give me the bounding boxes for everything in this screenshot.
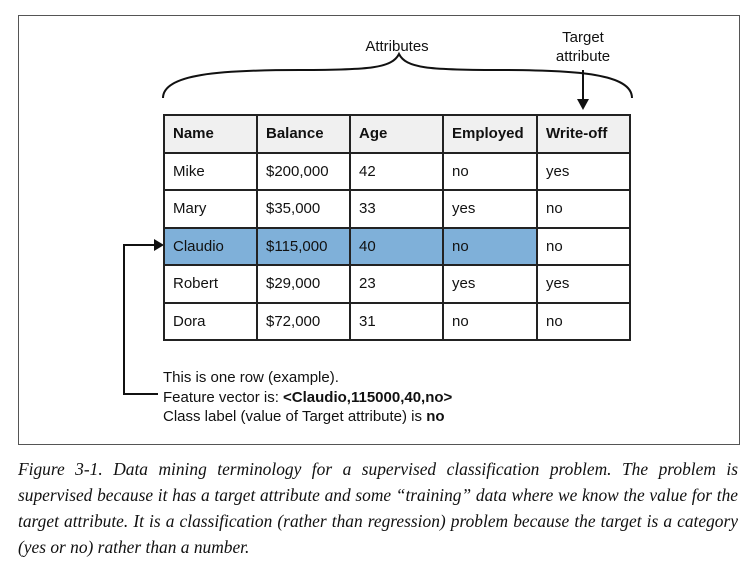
cell-write-off: no bbox=[537, 303, 630, 341]
cell-age: 42 bbox=[350, 153, 443, 191]
cell-age: 33 bbox=[350, 190, 443, 228]
cell-balance: $115,000 bbox=[257, 228, 350, 266]
row-pointer-line bbox=[124, 245, 158, 394]
cell-age: 31 bbox=[350, 303, 443, 341]
attributes-label: Attributes bbox=[365, 38, 429, 55]
cell-name: Mary bbox=[164, 190, 257, 228]
target-label-line1: Target bbox=[562, 29, 604, 46]
cell-employed: no bbox=[443, 303, 537, 341]
cell-balance: $29,000 bbox=[257, 265, 350, 303]
row-explanation-note bbox=[163, 368, 452, 427]
figure-caption: Figure 3-1. Data mining terminology for a supervised classification problem. The problem is supervised because it has a target attribute and some “training” data where we know the value for the target attribute. It is a classification (rather than regression) problem because the target is a category (yes or no) rather than a number. bbox=[18, 459, 738, 557]
cell-age: 23 bbox=[350, 265, 443, 303]
cell-name: Claudio bbox=[164, 228, 257, 266]
header-name: Name bbox=[164, 115, 257, 153]
table-row bbox=[164, 303, 630, 341]
table-row bbox=[164, 190, 630, 228]
class-label-value: no bbox=[426, 408, 445, 425]
feature-vector-prefix: Feature vector is: bbox=[163, 388, 284, 406]
cell-name: Robert bbox=[164, 265, 257, 303]
cell-employed: yes bbox=[443, 265, 537, 303]
target-arrow-head bbox=[577, 99, 589, 110]
cell-employed: no bbox=[443, 228, 537, 266]
cell-age: 40 bbox=[350, 228, 443, 266]
header-write-off: Write-off bbox=[537, 115, 630, 153]
cell-employed: yes bbox=[443, 190, 537, 228]
class-label-prefix: Class label (value of Target attribute) is bbox=[163, 408, 427, 425]
table-row bbox=[164, 153, 630, 191]
cell-write-off: no bbox=[537, 228, 630, 266]
note-line-2 bbox=[163, 388, 452, 408]
table-row bbox=[164, 265, 630, 303]
note-line-1: This is one row (example). bbox=[163, 369, 339, 386]
cell-employed: no bbox=[443, 153, 537, 191]
cell-balance: $200,000 bbox=[257, 153, 350, 191]
header-employed: Employed bbox=[443, 115, 537, 153]
header-balance: Balance bbox=[257, 115, 350, 153]
target-attribute-label bbox=[533, 28, 633, 66]
feature-vector-value: <Claudio,115000,40,no> bbox=[283, 388, 453, 406]
cell-write-off: yes bbox=[537, 153, 630, 191]
cell-balance: $72,000 bbox=[257, 303, 350, 341]
cell-balance: $35,000 bbox=[257, 190, 350, 228]
table-row-highlighted bbox=[164, 228, 630, 266]
table-header-row bbox=[164, 115, 630, 153]
cell-write-off: yes bbox=[537, 265, 630, 303]
note-line-3 bbox=[163, 407, 452, 427]
cell-name: Mike bbox=[164, 153, 257, 191]
header-age: Age bbox=[350, 115, 443, 153]
target-label-line2: attribute bbox=[555, 48, 611, 65]
cell-write-off: no bbox=[537, 190, 630, 228]
data-table bbox=[163, 114, 631, 341]
cell-name: Dora bbox=[164, 303, 257, 341]
